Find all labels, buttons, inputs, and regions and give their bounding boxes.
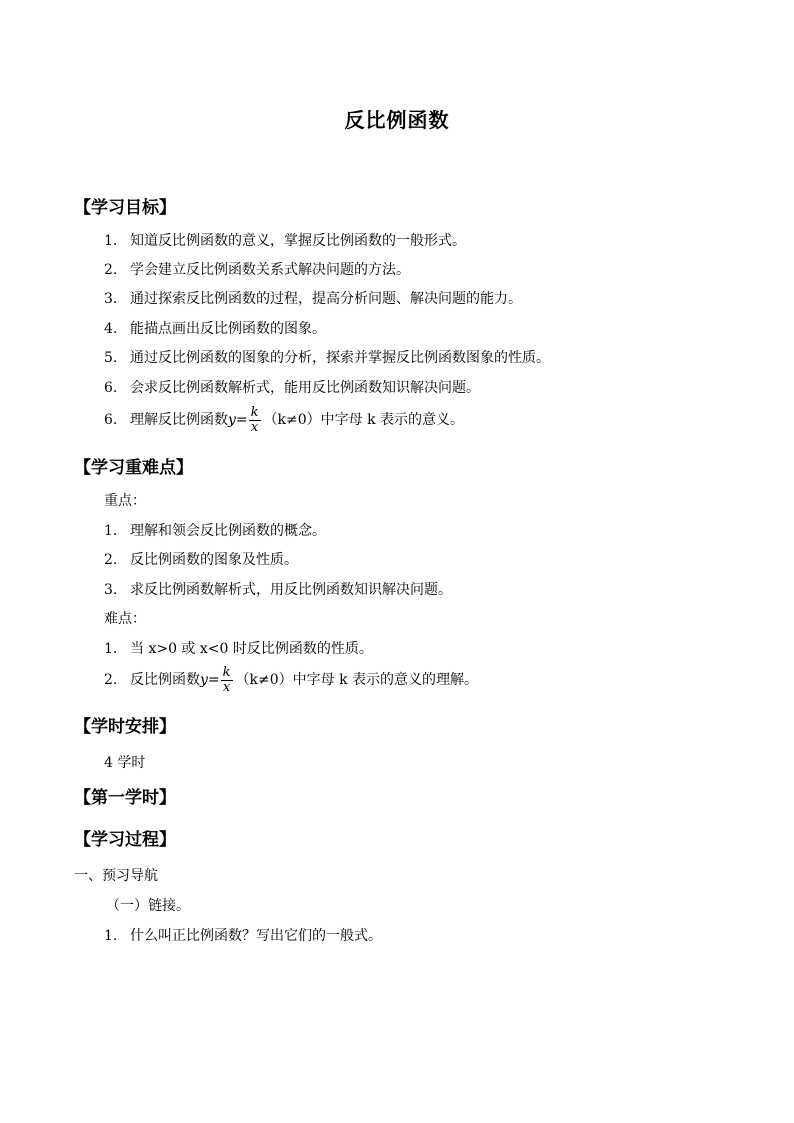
subpart-heading: （一）链接。 (106, 898, 190, 914)
difficult-label: 难点： (104, 611, 146, 627)
goal-text: 通过探索反比例函数的过程，提高分析问题、解决问题的能力。 (130, 291, 522, 307)
difficult-text-tail: （k≠0）中字母 k 表示的意义的理解。 (235, 672, 479, 688)
process-heading: 【学习过程】 (74, 830, 176, 850)
goal-text-tail: （k≠0）中字母 k 表示的意义。 (263, 412, 465, 428)
goal-number: 3. (104, 291, 118, 307)
difficult-number: 2. (104, 672, 118, 688)
goal-text: 学会建立反比例函数关系式解决问题的方法。 (130, 262, 410, 278)
goal-item (104, 378, 480, 398)
key-number: 2. (104, 552, 118, 568)
difficult-item (104, 662, 478, 698)
goal-number: 2. (104, 262, 118, 278)
key-label: 重点： (104, 493, 146, 509)
goal-item (104, 260, 410, 280)
goal-item (104, 402, 464, 438)
formula-y: y (200, 672, 208, 688)
first-period-heading: 【第一学时】 (74, 788, 176, 808)
formula-equals: = (207, 672, 220, 688)
formula-y: y (228, 412, 236, 428)
difficult-item (104, 639, 373, 659)
key-number: 1. (104, 523, 118, 539)
difficult-text: 当 x>0 或 x<0 时反比例函数的性质。 (130, 641, 373, 657)
key-number: 3. (104, 582, 118, 598)
goal-text: 会求反比例函数解析式，能用反比例函数知识解决问题。 (130, 380, 480, 396)
key-item (104, 580, 452, 600)
schedule-heading: 【学时安排】 (74, 717, 176, 737)
goal-item (104, 319, 326, 339)
goal-text: 知道反比例函数的意义，掌握反比例函数的一般形式。 (130, 233, 466, 249)
key-text: 求反比例函数解析式，用反比例函数知识解决问题。 (130, 582, 452, 598)
goal-number: 6. (104, 380, 118, 396)
goal-item (104, 231, 466, 251)
formula-fraction (221, 666, 233, 695)
fraction-denominator: x (250, 419, 259, 435)
part-heading: 一、预习导航 (74, 868, 158, 884)
fraction-numerator: k (250, 404, 259, 420)
key-item (104, 550, 298, 570)
goal-item (104, 348, 550, 368)
goal-text: 通过反比例函数的图象的分析，探索并掌握反比例函数图象的性质。 (130, 350, 550, 366)
question-number: 1. (104, 928, 118, 944)
formula-equals: = (235, 412, 248, 428)
goal-number: 5. (104, 350, 118, 366)
goal-item (104, 289, 522, 309)
goal-number: 4. (104, 321, 118, 337)
key-heading: 【学习重难点】 (74, 458, 193, 478)
key-text: 理解和领会反比例函数的概念。 (130, 523, 326, 539)
goal-text: 理解反比例函数 (130, 412, 228, 428)
fraction-numerator: k (222, 664, 231, 680)
question-item (104, 926, 382, 946)
goals-heading: 【学习目标】 (74, 198, 176, 218)
difficult-text: 反比例函数 (130, 672, 200, 688)
goal-text: 能描点画出反比例函数的图象。 (130, 321, 326, 337)
difficult-number: 1. (104, 641, 118, 657)
goal-number: 6. (104, 412, 118, 428)
key-text: 反比例函数的图象及性质。 (130, 552, 298, 568)
fraction-denominator: x (222, 679, 231, 695)
key-item (104, 521, 326, 541)
formula-fraction (249, 406, 261, 435)
schedule-text: 4 学时 (104, 755, 146, 771)
goal-number: 1. (104, 233, 118, 249)
question-text: 什么叫正比例函数？写出它们的一般式。 (130, 928, 382, 944)
page-title: 反比例函数 (344, 108, 450, 132)
